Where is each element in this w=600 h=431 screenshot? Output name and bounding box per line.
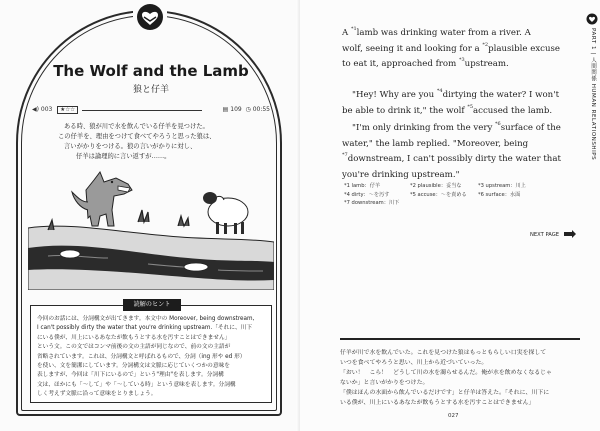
- vocab-item: *5 accuse：～を責める: [410, 191, 467, 198]
- section-side-tab: [586, 6, 598, 206]
- difficulty-level: ★☆☆: [57, 106, 78, 114]
- story-line: A $^{*1}$lamb was drinking water from a river. A: [342, 26, 531, 38]
- wolf-and-lamb-illustration: [28, 170, 274, 290]
- hint-line: を使い、文を簡潔にしています。分詞構文は文脈に応じていくつかの意味を: [37, 363, 230, 370]
- story-title: The Wolf and the Lamb: [53, 62, 249, 80]
- vocab-row: [344, 182, 544, 191]
- story-line: "Hey! Why are you $^{*4}$dirtying the water? I won't: [352, 88, 560, 100]
- story-line: wolf, seeing it and looking for a $^{*2}$plausible excuse: [342, 41, 561, 54]
- reading-hint-text: [37, 315, 267, 400]
- word-count: 109: [230, 106, 242, 113]
- japanese-translation: [340, 348, 580, 408]
- heart-hands-logo: [133, 2, 167, 32]
- story-intro-japanese: [58, 122, 248, 162]
- audio-duration: 00:55: [252, 106, 270, 113]
- story-line: you're drinking upstream.": [342, 169, 460, 180]
- arrow-right-icon: [564, 232, 572, 236]
- side-divider: |: [590, 52, 596, 58]
- hint-line: 文は、ほかにも「～して」や「～している時」という意味を表します。分詞構: [37, 381, 236, 388]
- story-line: water," the lamb replied. "Moreover, being: [342, 138, 529, 149]
- clock-icon: ◷: [243, 106, 251, 113]
- hint-line: 今回のお話には、分詞構文が出てきます。本文中の Moreover, being downstream,: [37, 316, 255, 322]
- hint-line: という文。この文ではコンマ前後の文の主語が同じなので、前の文の主語が: [37, 344, 231, 351]
- hint-line: にいる僕が、川上にいるあなたが飲もうとする水を汚すことはできません」: [37, 334, 231, 341]
- hint-line: 表しますが、今回は「川下にいるので」という"理由"を表します。分詞構: [37, 372, 224, 379]
- story-line: $^{*7}$downstream, I can't possibly dirty the water that: [342, 152, 561, 164]
- story-line: be able to drink it," the wolf $^{*5}$accused the lamb.: [342, 103, 553, 116]
- section-label: 人間関係 HUMAN RELATIONSHIPS: [590, 57, 596, 161]
- hint-line: 省略されています。これは、分詞構文と呼ばれるもので、分詞（ing 形や ed 形）: [37, 353, 246, 360]
- part-label: PART 1: [590, 28, 596, 51]
- audio-divider-line: [82, 110, 202, 111]
- reading-hint-label: 読解のヒント: [123, 299, 181, 311]
- vocab-item: *4 dirty：～を汚す: [344, 191, 390, 198]
- next-page-label: NEXT PAGE: [530, 232, 559, 238]
- wolf-figure: [72, 172, 132, 226]
- audio-track-number: 003: [40, 106, 53, 113]
- page-number: 027: [448, 413, 459, 419]
- vocab-item: *3 upstream：川上: [478, 183, 526, 189]
- intro-line: この仔羊を、理由をつけて食べてやろうと思った狼は、: [58, 133, 216, 140]
- audio-track-group[interactable]: [32, 106, 78, 114]
- right-page: [300, 0, 600, 431]
- intro-line: ある時、狼が川で水を飲んでいる仔羊を見つけた。: [64, 123, 209, 130]
- next-page-link[interactable]: [530, 232, 572, 238]
- hint-line: I can't possibly dirty the water that you're drinking upstream.「それに、川下: [37, 325, 253, 332]
- intro-line: 言いがかりをつける。狼の言いがかりに対し、: [64, 143, 197, 150]
- story-line: "I'm only drinking from the very $^{*6}$surface of the: [352, 121, 561, 133]
- vocab-item: *2 plausible：妥当な: [410, 183, 462, 189]
- translation-line: 仔羊が川で水を飲んでいた。これを見つけた狼はもっともらしい口実を探して: [340, 350, 547, 356]
- vocab-item: *6 surface：水面: [478, 191, 521, 198]
- hint-line: しく考えず文脈に沿って意味をとりましょう。: [37, 391, 157, 398]
- vocab-item: *7 downstream：川下: [344, 200, 400, 206]
- translation-line: いる僕が、川上にいるあなたが飲もうとする水を汚すことはできません」: [340, 400, 535, 406]
- heart-hands-small-logo: [586, 10, 598, 22]
- story-arch-frame: [16, 10, 286, 420]
- audio-info-bar: [32, 104, 270, 116]
- translation-line: 「おい！ こら！ どうして川の水を濁らせるんだ。俺が水を飲めなくなるじゃ: [340, 370, 552, 376]
- vocab-row: [344, 199, 544, 208]
- section-side-label: [587, 28, 597, 160]
- book-icon: ▤: [222, 106, 229, 113]
- lamb-figure: [203, 192, 248, 234]
- reading-hint-box: [30, 301, 272, 403]
- story-title-japanese: 狼と仔羊: [132, 85, 169, 95]
- translation-line: 「僕はほんの水面から飲んでいるだけです」と仔羊は答えた。「それに、川下に: [340, 390, 550, 396]
- story-paragraph-1: [342, 26, 578, 73]
- japanese-translation-box: [340, 338, 580, 410]
- translation-line: いつを食べてやろうと思い、川上から近づいていった。: [340, 360, 488, 366]
- story-paragraph-2: [342, 88, 578, 119]
- vocab-item: *1 lamb：仔羊: [344, 183, 381, 189]
- audio-stats-group: [223, 106, 270, 113]
- intro-line: 仔羊は論理的に言い返すが……。: [76, 153, 171, 160]
- story-paragraph-3: [342, 121, 578, 183]
- translation-line: ないか」と言いがかりをつけた。: [340, 380, 429, 386]
- speaker-icon[interactable]: ◀): [32, 106, 39, 113]
- vocab-row: [344, 191, 544, 200]
- vocabulary-notes: [344, 182, 544, 208]
- story-line: to eat it, approached from $^{*3}$upstream.: [342, 57, 509, 69]
